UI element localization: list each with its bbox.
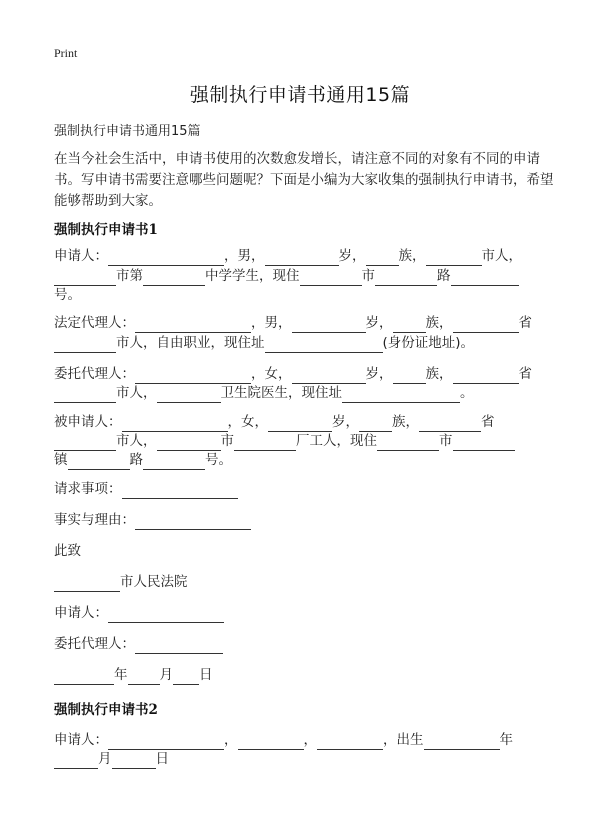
form-label: ，出生 bbox=[383, 732, 424, 748]
blank-field bbox=[377, 435, 439, 451]
blank-field bbox=[54, 337, 116, 353]
form-label: 族， bbox=[398, 248, 426, 264]
form-label: ，女， bbox=[227, 414, 268, 430]
form-line bbox=[54, 666, 213, 685]
form-line bbox=[54, 542, 81, 561]
form-label: 年 bbox=[499, 732, 513, 748]
form-label: 省 bbox=[518, 315, 532, 331]
form-label: 岁， bbox=[332, 414, 359, 430]
form-label: 族， bbox=[425, 366, 453, 382]
blank-field bbox=[54, 669, 114, 685]
blank-field bbox=[453, 435, 515, 451]
blank-field bbox=[135, 514, 251, 530]
form-label: 市第 bbox=[116, 268, 143, 284]
intro-paragraph: 在当今社会生活中，申请书使用的次数愈发增长，请注意不同的对象有不同的申请书。写申请书需要注意哪些问题呢？下面是小编为大家收集的强制执行申请书，希望能够帮助到大家。 bbox=[54, 151, 554, 209]
form-label: 市人，自由职业，现住址 bbox=[116, 335, 265, 351]
form-label: 委托代理人： bbox=[54, 366, 135, 382]
form-label: 族， bbox=[392, 414, 419, 430]
blank-field bbox=[292, 368, 366, 384]
form-label: 申请人： bbox=[54, 732, 108, 748]
form-label: 市人， bbox=[481, 248, 522, 264]
form-line bbox=[54, 413, 495, 432]
blank-field bbox=[300, 270, 362, 286]
blank-field bbox=[122, 416, 228, 432]
blank-field bbox=[268, 416, 332, 432]
blank-field bbox=[135, 638, 223, 654]
form-label: 事实与理由： bbox=[54, 512, 135, 528]
blank-field bbox=[108, 734, 224, 750]
blank-field bbox=[393, 368, 426, 384]
form-line bbox=[54, 314, 532, 333]
blank-field bbox=[366, 250, 399, 266]
form-line bbox=[54, 247, 522, 266]
blank-field bbox=[173, 669, 199, 685]
form-label: 此致 bbox=[54, 543, 81, 559]
form-label: 申请人： bbox=[54, 605, 108, 621]
form-label: 省 bbox=[481, 414, 495, 430]
print-link[interactable]: Print bbox=[54, 46, 78, 60]
form-label: 市 bbox=[439, 433, 453, 449]
form-line bbox=[54, 635, 223, 654]
blank-field bbox=[54, 576, 120, 592]
form-line bbox=[54, 451, 232, 470]
form-line bbox=[54, 365, 532, 384]
blank-field bbox=[54, 270, 116, 286]
blank-field bbox=[108, 250, 224, 266]
blank-field bbox=[54, 753, 98, 769]
blank-field bbox=[292, 317, 366, 333]
form-label: 号。 bbox=[54, 287, 81, 303]
blank-field bbox=[108, 607, 224, 623]
blank-field bbox=[265, 250, 339, 266]
form-label: 市人， bbox=[116, 385, 157, 401]
blank-field bbox=[234, 435, 296, 451]
section-heading: 强制执行申请书1 bbox=[54, 222, 158, 238]
blank-field bbox=[157, 435, 221, 451]
blank-field bbox=[342, 387, 460, 403]
blank-field bbox=[426, 250, 482, 266]
form-label: 请求事项： bbox=[54, 481, 122, 497]
form-label: 厂工人，现住 bbox=[296, 433, 377, 449]
form-line bbox=[54, 731, 513, 750]
form-label: 被申请人： bbox=[54, 414, 122, 430]
blank-field bbox=[453, 368, 519, 384]
form-label: 申请人： bbox=[54, 248, 108, 264]
blank-field bbox=[135, 368, 251, 384]
form-label: 年 bbox=[114, 667, 128, 683]
blank-field bbox=[112, 753, 156, 769]
blank-field bbox=[359, 416, 392, 432]
blank-field bbox=[128, 669, 160, 685]
form-label: ， bbox=[303, 732, 317, 748]
form-line bbox=[54, 511, 251, 530]
form-label: ，女， bbox=[251, 366, 292, 382]
form-label: 路 bbox=[437, 268, 451, 284]
form-line bbox=[54, 573, 188, 592]
form-label: 岁， bbox=[365, 366, 393, 382]
blank-field bbox=[122, 483, 238, 499]
blank-field bbox=[54, 387, 116, 403]
form-label: 号。 bbox=[205, 452, 232, 468]
form-line bbox=[54, 286, 81, 305]
form-label: 市 bbox=[220, 433, 234, 449]
document-subtitle: 强制执行申请书通用15篇 bbox=[54, 124, 201, 139]
form-label: ， bbox=[224, 732, 238, 748]
form-line bbox=[54, 432, 515, 451]
form-label: 省 bbox=[518, 366, 532, 382]
form-label: 日 bbox=[155, 751, 169, 767]
form-label: 中学学生，现住 bbox=[205, 268, 300, 284]
form-label: 月 bbox=[159, 667, 173, 683]
form-line bbox=[54, 750, 169, 769]
form-line bbox=[54, 384, 474, 403]
form-label: 月 bbox=[98, 751, 112, 767]
blank-field bbox=[143, 270, 205, 286]
section-heading: 强制执行申请书2 bbox=[54, 702, 158, 718]
blank-field bbox=[135, 317, 251, 333]
form-label: 委托代理人： bbox=[54, 636, 135, 652]
blank-field bbox=[453, 317, 519, 333]
blank-field bbox=[157, 387, 221, 403]
blank-field bbox=[419, 416, 481, 432]
blank-field bbox=[393, 317, 426, 333]
form-label: 。 bbox=[460, 385, 474, 401]
blank-field bbox=[317, 734, 383, 750]
form-label: (身份证地址)。 bbox=[382, 335, 475, 351]
blank-field bbox=[238, 734, 304, 750]
blank-field bbox=[143, 454, 205, 470]
blank-field bbox=[265, 337, 383, 353]
blank-field bbox=[451, 270, 519, 286]
form-line bbox=[54, 267, 519, 286]
form-label: ，男， bbox=[224, 248, 265, 264]
form-label: 路 bbox=[129, 452, 143, 468]
form-label: 日 bbox=[199, 667, 213, 683]
form-line bbox=[54, 604, 224, 623]
form-label: 卫生院医生，现住址 bbox=[220, 385, 342, 401]
form-line bbox=[54, 334, 474, 353]
form-label: 岁， bbox=[338, 248, 366, 264]
form-label: 法定代理人： bbox=[54, 315, 135, 331]
form-label: 市人， bbox=[116, 433, 157, 449]
form-label: 市人民法院 bbox=[120, 574, 188, 590]
form-line bbox=[54, 480, 238, 499]
page-title: 强制执行申请书通用15篇 bbox=[189, 84, 411, 106]
form-label: 市 bbox=[361, 268, 375, 284]
blank-field bbox=[375, 270, 437, 286]
form-label: 镇 bbox=[54, 452, 68, 468]
blank-field bbox=[424, 734, 500, 750]
blank-field bbox=[68, 454, 130, 470]
form-label: ，男， bbox=[251, 315, 292, 331]
form-label: 岁， bbox=[365, 315, 393, 331]
form-label: 族， bbox=[425, 315, 453, 331]
blank-field bbox=[54, 435, 116, 451]
